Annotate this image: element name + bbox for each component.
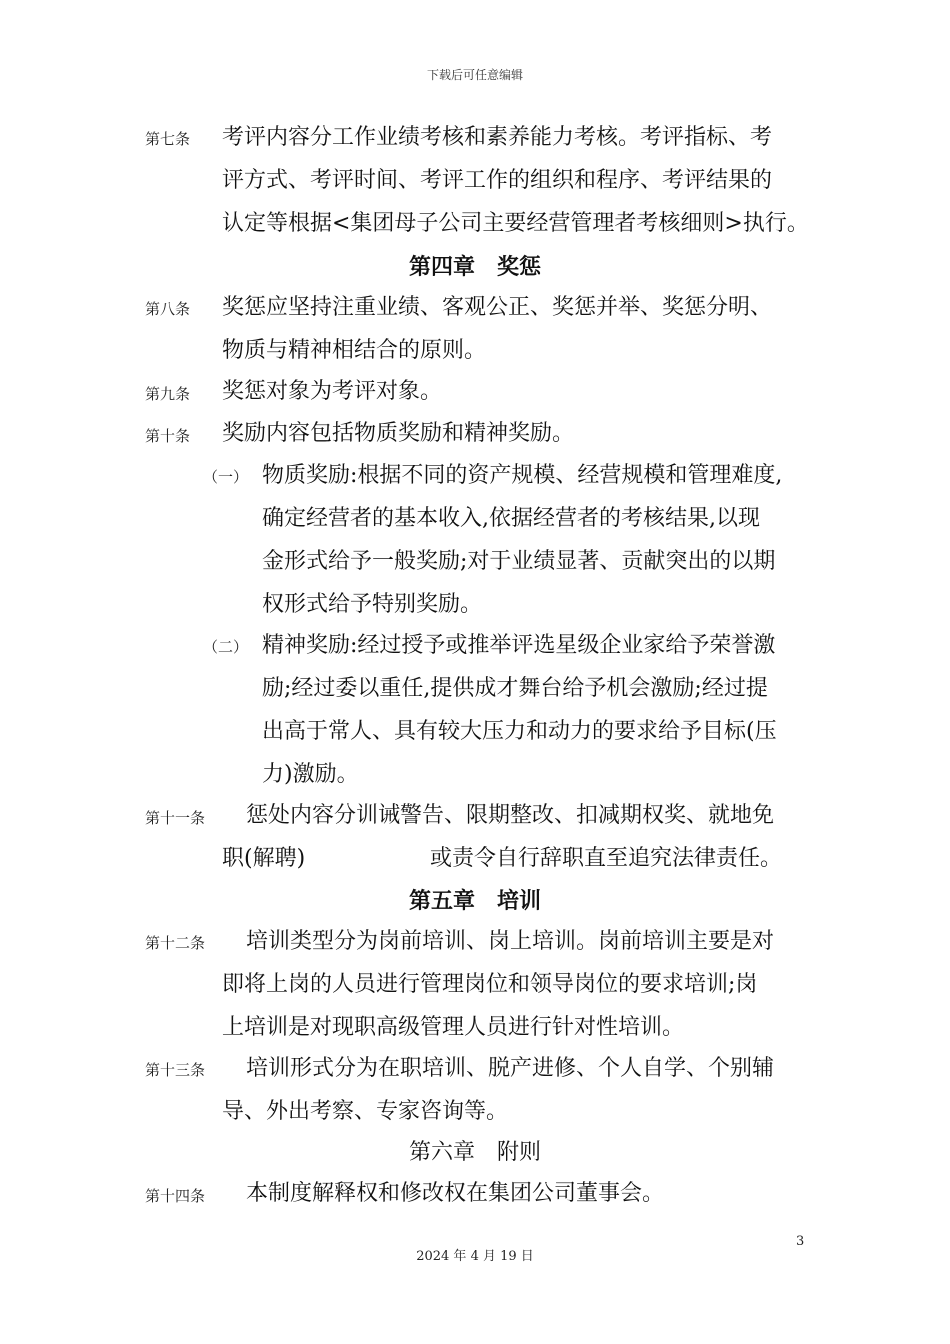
item-text-line: 精神奖励:经过授予或推举评选星级企业家给予荣誉激: [262, 633, 776, 658]
article-label: 第七条: [145, 130, 191, 148]
chapter-heading: 第五章 培训: [408, 888, 541, 914]
article-label: 第十四条: [145, 1187, 206, 1205]
article-text-line: 惩处内容分训诫警告、限期整改、扣减期权奖、就地免: [246, 803, 775, 828]
article-label: 第十二条: [145, 934, 206, 952]
article-text-line: 评方式、考评时间、考评工作的组织和程序、考评结果的: [222, 168, 773, 193]
article-label: 第九条: [145, 385, 191, 403]
article-text-line: 奖励内容包括物质奖励和精神奖励。: [222, 421, 575, 446]
chapter-heading: 第六章 附则: [408, 1140, 541, 1165]
item-text-line: 确定经营者的基本收入,依据经营者的考核结果,以现: [262, 506, 760, 531]
item-text-line: 励;经过委以重任,提供成才舞台给予机会激励;经过提: [262, 676, 768, 701]
article-label: 第十条: [145, 427, 191, 445]
article-text-line: 考评内容分工作业绩考核和素养能力考核。考评指标、考: [222, 125, 773, 150]
article-text-line: 本制度解释权和修改权在集团公司董事会。: [246, 1181, 665, 1206]
article-label: 第八条: [145, 300, 191, 318]
item-text-line: 力)激励。: [262, 762, 359, 787]
item-label: （一）: [203, 468, 249, 486]
article-text-line: 培训类型分为岗前培训、岗上培训。岗前培训主要是对: [246, 929, 775, 954]
article-label: 第十三条: [145, 1061, 206, 1079]
article-text-line: 或责令自行辞职直至追究法律责任。: [430, 846, 783, 871]
article-text-line: 认定等根据<集团母子公司主要经营管理者考核细则>执行。: [222, 211, 809, 236]
article-text-line: 职(解聘): [222, 846, 306, 871]
article-label: 第十一条: [145, 809, 206, 827]
item-text-line: 物质奖励:根据不同的资产规模、经营规模和管理难度,: [262, 463, 783, 488]
item-text-line: 金形式给予一般奖励;对于业绩显著、贡献突出的以期: [262, 549, 776, 574]
article-text-line: 奖惩对象为考评对象。: [222, 379, 443, 404]
page-header: 下载后可任意编辑: [426, 68, 523, 82]
article-text-line: 上培训是对现职高级管理人员进行针对性培训。: [222, 1015, 685, 1040]
article-text-line: 即将上岗的人员进行管理岗位和领导岗位的要求培训;岗: [222, 972, 758, 997]
article-text-line: 导、外出考察、专家咨询等。: [222, 1099, 509, 1124]
item-text-line: 出高于常人、具有较大压力和动力的要求给予目标(压: [262, 719, 777, 744]
chapter-heading: 第四章 奖惩: [408, 254, 541, 280]
item-text-line: 权形式给予特别奖励。: [262, 592, 483, 617]
footer-date: 2024 年 4 月 19 日: [416, 1249, 534, 1264]
article-text-line: 物质与精神相结合的原则。: [222, 338, 487, 363]
article-text-line: 培训形式分为在职培训、脱产进修、个人自学、个别辅: [246, 1056, 775, 1081]
page-number: 3: [796, 1234, 805, 1249]
item-label: （二）: [203, 638, 249, 656]
article-text-line: 奖惩应坚持注重业绩、客观公正、奖惩并举、奖惩分明、: [222, 295, 773, 320]
